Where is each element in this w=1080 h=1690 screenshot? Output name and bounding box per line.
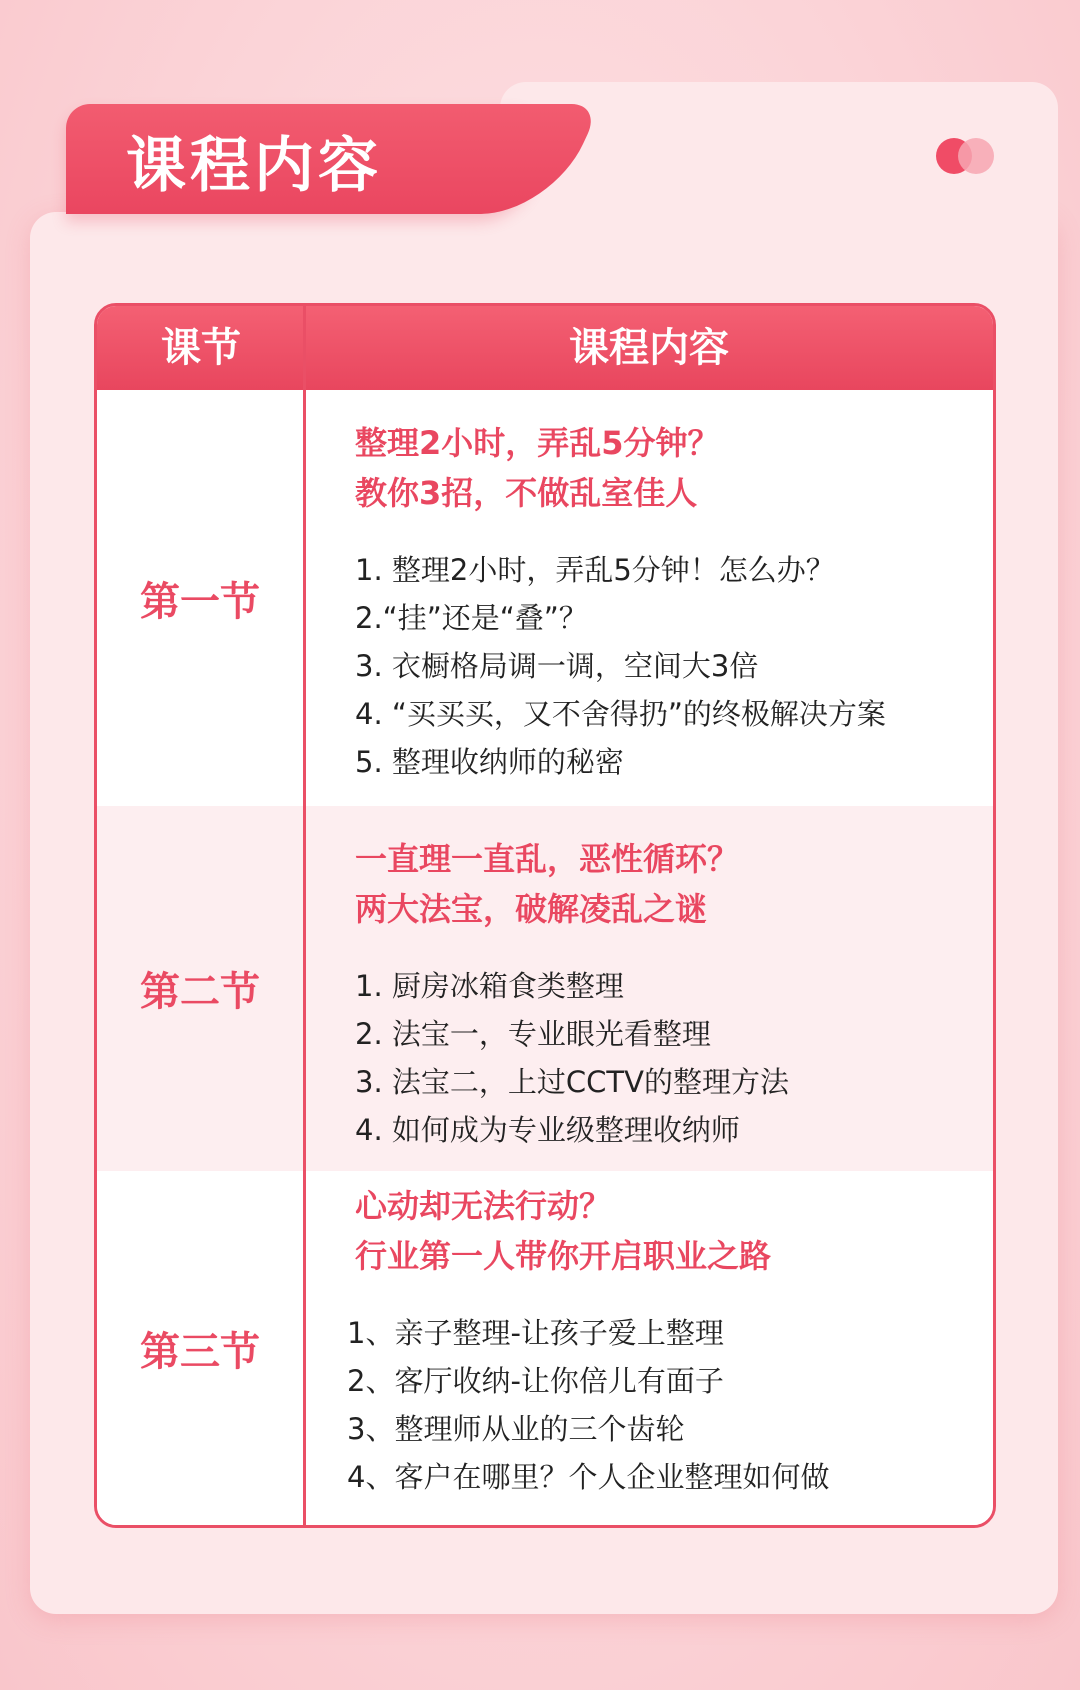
lesson-item-list bbox=[355, 546, 983, 786]
lesson-headline-line: 整理2小时，弄乱5分钟？ bbox=[355, 424, 720, 462]
table-row bbox=[97, 1171, 993, 1525]
list-item: 4. “买买买，又不舍得扔”的终极解决方案 bbox=[355, 697, 886, 731]
list-item: 1. 厨房冰箱食类整理 bbox=[355, 969, 624, 1003]
list-item: 1. 整理2小时，弄乱5分钟！怎么办？ bbox=[355, 553, 835, 587]
lesson-content bbox=[355, 834, 983, 1154]
lesson-label: 第一节 bbox=[140, 578, 260, 625]
dot-pink-icon bbox=[958, 138, 994, 174]
lesson-label: 第二节 bbox=[140, 969, 260, 1015]
header-lesson: 课节 bbox=[161, 325, 241, 371]
lesson-content bbox=[355, 418, 983, 786]
list-item: 2、客厅收纳-让你倍儿有面子 bbox=[347, 1364, 724, 1398]
list-item: 2.“挂”还是“叠”？ bbox=[355, 601, 588, 635]
lesson-headline-line: 两大法宝，破解凌乱之谜 bbox=[355, 890, 708, 928]
list-item: 3、整理师从业的三个齿轮 bbox=[347, 1412, 685, 1446]
list-item: 3. 法宝二，上过CCTV的整理方法 bbox=[355, 1065, 789, 1099]
lesson-headline-line: 教你3招，不做乱室佳人 bbox=[355, 474, 698, 512]
lesson-item-list bbox=[355, 962, 983, 1154]
table-row bbox=[97, 390, 993, 806]
header-content: 课程内容 bbox=[569, 325, 729, 371]
lesson-item-list bbox=[347, 1309, 983, 1501]
lesson-content bbox=[347, 1181, 983, 1501]
table-row bbox=[97, 806, 993, 1171]
page-title: 课程内容 bbox=[126, 131, 382, 201]
list-item: 3. 衣橱格局调一调，空间大3倍 bbox=[355, 649, 759, 683]
course-table bbox=[94, 303, 996, 1528]
list-item: 1、亲子整理-让孩子爱上整理 bbox=[347, 1316, 724, 1350]
list-item: 2. 法宝一，专业眼光看整理 bbox=[355, 1017, 711, 1051]
table-header bbox=[97, 306, 993, 390]
list-item: 4. 如何成为专业级整理收纳师 bbox=[355, 1113, 740, 1147]
lesson-label: 第三节 bbox=[140, 1328, 260, 1375]
lesson-headline-line: 行业第一人带你开启职业之路 bbox=[355, 1237, 772, 1275]
lesson-headline-line: 心动却无法行动？ bbox=[355, 1187, 612, 1225]
list-item: 5. 整理收纳师的秘密 bbox=[355, 745, 624, 779]
column-divider bbox=[303, 306, 306, 1528]
lesson-headline-line: 一直理一直乱，恶性循环？ bbox=[355, 840, 740, 878]
decorative-dots-icon bbox=[936, 138, 1000, 178]
list-item: 4、客户在哪里？个人企业整理如何做 bbox=[347, 1460, 830, 1494]
